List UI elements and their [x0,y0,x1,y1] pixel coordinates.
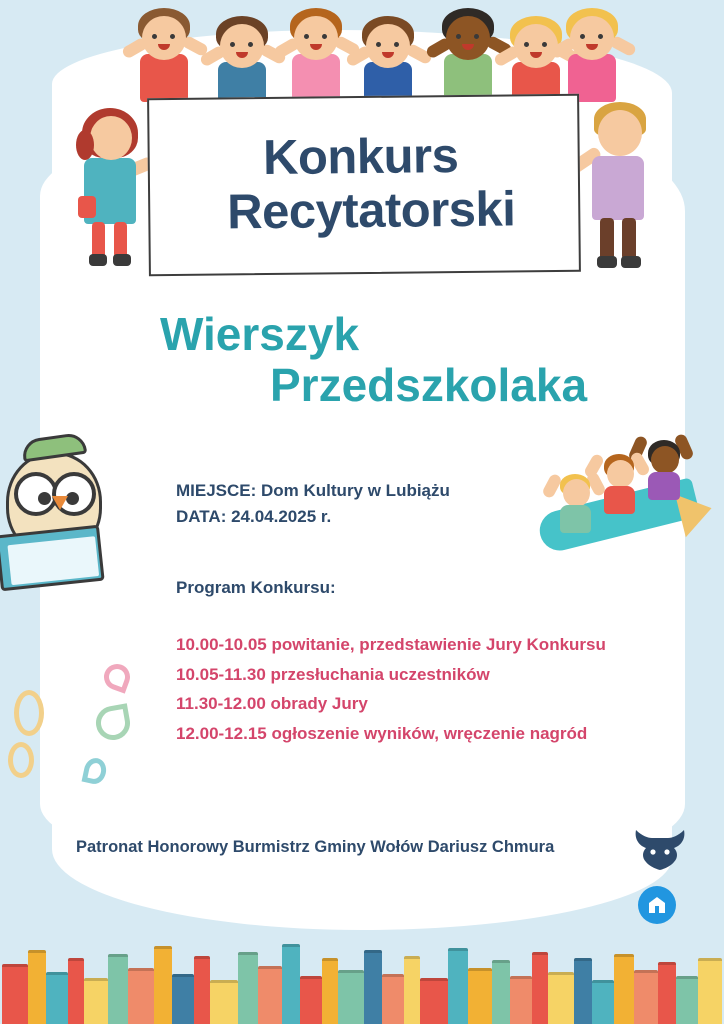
book-spine [548,972,574,1024]
bull-head-emblem [632,826,688,872]
squiggle-yellow-2 [8,742,34,778]
program-item: 12.00-12.15 ogłoszenie wyników, wręczenie nagród [176,723,588,743]
book-spine [28,950,46,1024]
book-spine [258,966,282,1024]
book-spine [68,958,84,1024]
event-details [176,478,450,530]
squiggle-yellow-1 [14,690,44,736]
program-list [176,630,606,748]
book-spine [634,970,658,1024]
book-spine [614,954,634,1024]
book-spine [468,968,492,1024]
poster-title-line-2: Recytatorski [226,182,516,240]
book-spine [282,944,300,1024]
book-spine [322,958,338,1024]
program-heading: Program Konkursu: [176,578,336,597]
book-spine [532,952,548,1024]
book-spine [172,974,194,1024]
title-banner [147,94,581,277]
kid-slide-front [548,466,604,538]
kid-waving-boy-right [572,100,658,276]
program-item: 11.30-12.00 obrady Jury [176,694,368,714]
book-spine [128,968,154,1024]
book-spine [510,976,532,1024]
row-of-books-illustration [0,928,724,1024]
book-spine [338,970,364,1024]
book-spine [574,958,592,1024]
book-spine [194,956,210,1024]
program-item: 10.00-10.05 powitanie, przedstawienie Jury Konkursu [176,635,606,654]
children-on-pencil-slide-illustration [530,424,720,564]
book-spine [492,960,510,1024]
book-spine [448,948,468,1024]
book-spine [46,972,68,1024]
book-spine [404,956,420,1024]
book-spine [210,980,238,1024]
book-spine [676,976,698,1024]
poster-title-line-1: Konkurs [262,129,459,186]
book-spine [364,950,382,1024]
patronage-text: Patronat Honorowy Burmistrz Gminy Wołów Dariusz Chmura [76,838,555,856]
poster-subtitle-line-1: Wierszyk [160,308,360,360]
program-item: 10.05-11.30 przesłuchania uczestników [176,664,490,684]
book-spine [420,978,448,1024]
book-spine [658,962,676,1024]
book-spine [238,952,258,1024]
poster-subtitle [160,310,630,410]
gmina-wolow-logo [638,886,676,924]
book-spine [592,980,614,1024]
book-spine [382,974,404,1024]
kid-pointing-girl-left [72,104,152,272]
poster-subtitle-line-2: Przedszkolaka [270,359,588,412]
owl-with-glasses-reading-icon [0,438,120,588]
book-spine [698,958,722,1024]
book-spine [300,976,322,1024]
book-spine [154,946,172,1024]
book-spine [84,978,108,1024]
book-spine [2,964,28,1024]
book-spine [108,954,128,1024]
event-date: DATA: 24.04.2025 r. [176,506,332,526]
event-place: MIEJSCE: Dom Kultury w Lubiążu [176,481,450,500]
